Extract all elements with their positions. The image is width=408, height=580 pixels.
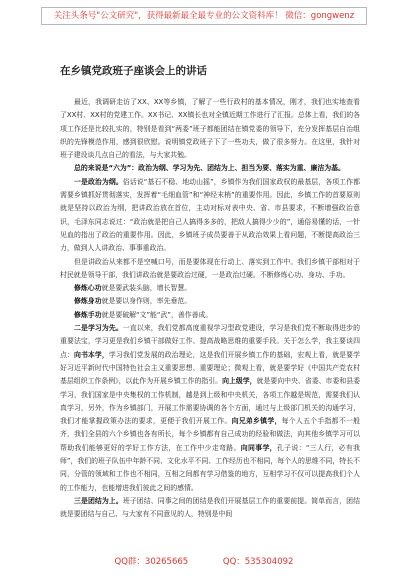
body-paragraph: 修炼手功就是要破解“文”能“武”，善作善成。: [74, 310, 213, 319]
body-paragraph: 三是团结为上。班子团结、同事之间的团结是我们开展基层工作的重要前提。简单而言，团结就是要团结与自己、与大家有不同意见的人，特别是中间: [60, 496, 360, 519]
body-paragraph: 修炼心功就是要武装头脑，增长智慧。: [74, 284, 192, 293]
body-paragraph: 总的来说是“六为”：政治为纲、学习为先、团结为上、担当为要、落实为重、廉洁为基。: [74, 164, 345, 173]
document-title: 在乡镇党政班子座谈会上的讲话: [60, 65, 207, 77]
body-paragraph: 最近，我调研走访了XX、XX等乡镇，了解了一些行政村的基本情况，刚才，我们也实地查看了XX村、XX村的党建工作。XX书记、XX镇长也对全镇近期工作进行了汇报。总体上看，我们的各项工作还是比较扎实的，特别是看到“两委”班子都能团结在镇党委的领导下，充分发挥基层自治组织的先锋模范作用，感到很欣慰。说明镇党政班子下了一些功夫，做了很多努力。在这里，我针对班子建设谈几点自己的看法，与大家共勉。: [60, 98, 360, 160]
body-paragraph: 二是学习为先。一直以来，我们党都高度重视学习型政党建设，学习是我们党不断取得进步的重要法宝，学习更是我们乡镇干部做好工作、提高战略思维的重要手段。关于怎么学，我主要谈四点：向书本学，学习我们党发展的政治理论，这是我们开展乡镇工作的基础，宏观上看，就是要学好习近平新时代中国特色社会主义重要思想、重要理论；微观上看，就是要学好《中国共产党农村基层组织工作条例》，以此作为开展乡镇工作的指引。向上级学，就是要向中央、省委、市委和县委学习，我们国家是中央集权的工作机制，越是到上级和中央机关，各项工作越是规范，需要我们认真学习，另外，作为乡镇部门，开展工作需要协调的各个方面，通过与上级部门机关的沟通学习，我们才能掌握政策办法的要求，更便于我们开展工作。向兄弟乡镇学，每个人五个手指都不一般齐，我们全县的六个乡镇也各有所长，每个乡镇都有自己成功的经验和做法，向其他乡镇学习可以帮助我们能够更好的学好工作方法，在工作中少走弯路。向同事学，孔子说：“三人行，必有我师”，我们的班子队伍中年龄不同、文化水平不同、工作经历也不相同，每个人的思维不同，特长不同，分管的领域和工作也不相同，互相之间都有学习借鉴的地方，互相学习不仅可以提高我们个人的工作能力，也能增进我们彼此之间的感情。: [60, 324, 361, 492]
body-paragraph: 但是讲政治从来都不是空喊口号，而是要体现在行动上、落实到工作中。我们乡镇干部相对于村民就是领导干部，我们讲政治就是要政治过硬，一是政治过硬。不断修炼心功、身功、手功。: [60, 257, 360, 279]
document-body: [60, 96, 360, 522]
footer-qq: QQ：535304092: [222, 557, 294, 567]
footer-contact: [0, 555, 408, 567]
top-banner: 关注头条号"公文研究"，获得最新最全最专业的公文资料库！ 微信：gongwenz: [41, 7, 367, 25]
body-paragraph: 修炼身功就是要以身作则，率先垂范。: [74, 297, 192, 306]
body-paragraph: 一是政治为纲。俗话说“基石不稳、地动山摇”，乡镇作为我们国家政权的最基层，各项工作都需要乡镇抓好贯彻落实，发挥着“毛细血管”和“神经末梢”的重要作用。因此，乡镇工作的首要原则就是坚持以政治为纲，把讲政治放在首位，主动对标对表中央、省、市县要求，不断增强政治意识，毛泽东同志说过：“政治就是把自己人搞得多多的，把敌人搞得少少的”，通俗易懂的话，一针见血的指出了政治的重要作用。因此，乡镇班子成员要善于从政治效果上看问题，不断提高政治三力，做到人人讲政治、事事重政治。: [60, 177, 361, 253]
footer-qq-group: QQ群：30265665: [114, 557, 189, 567]
